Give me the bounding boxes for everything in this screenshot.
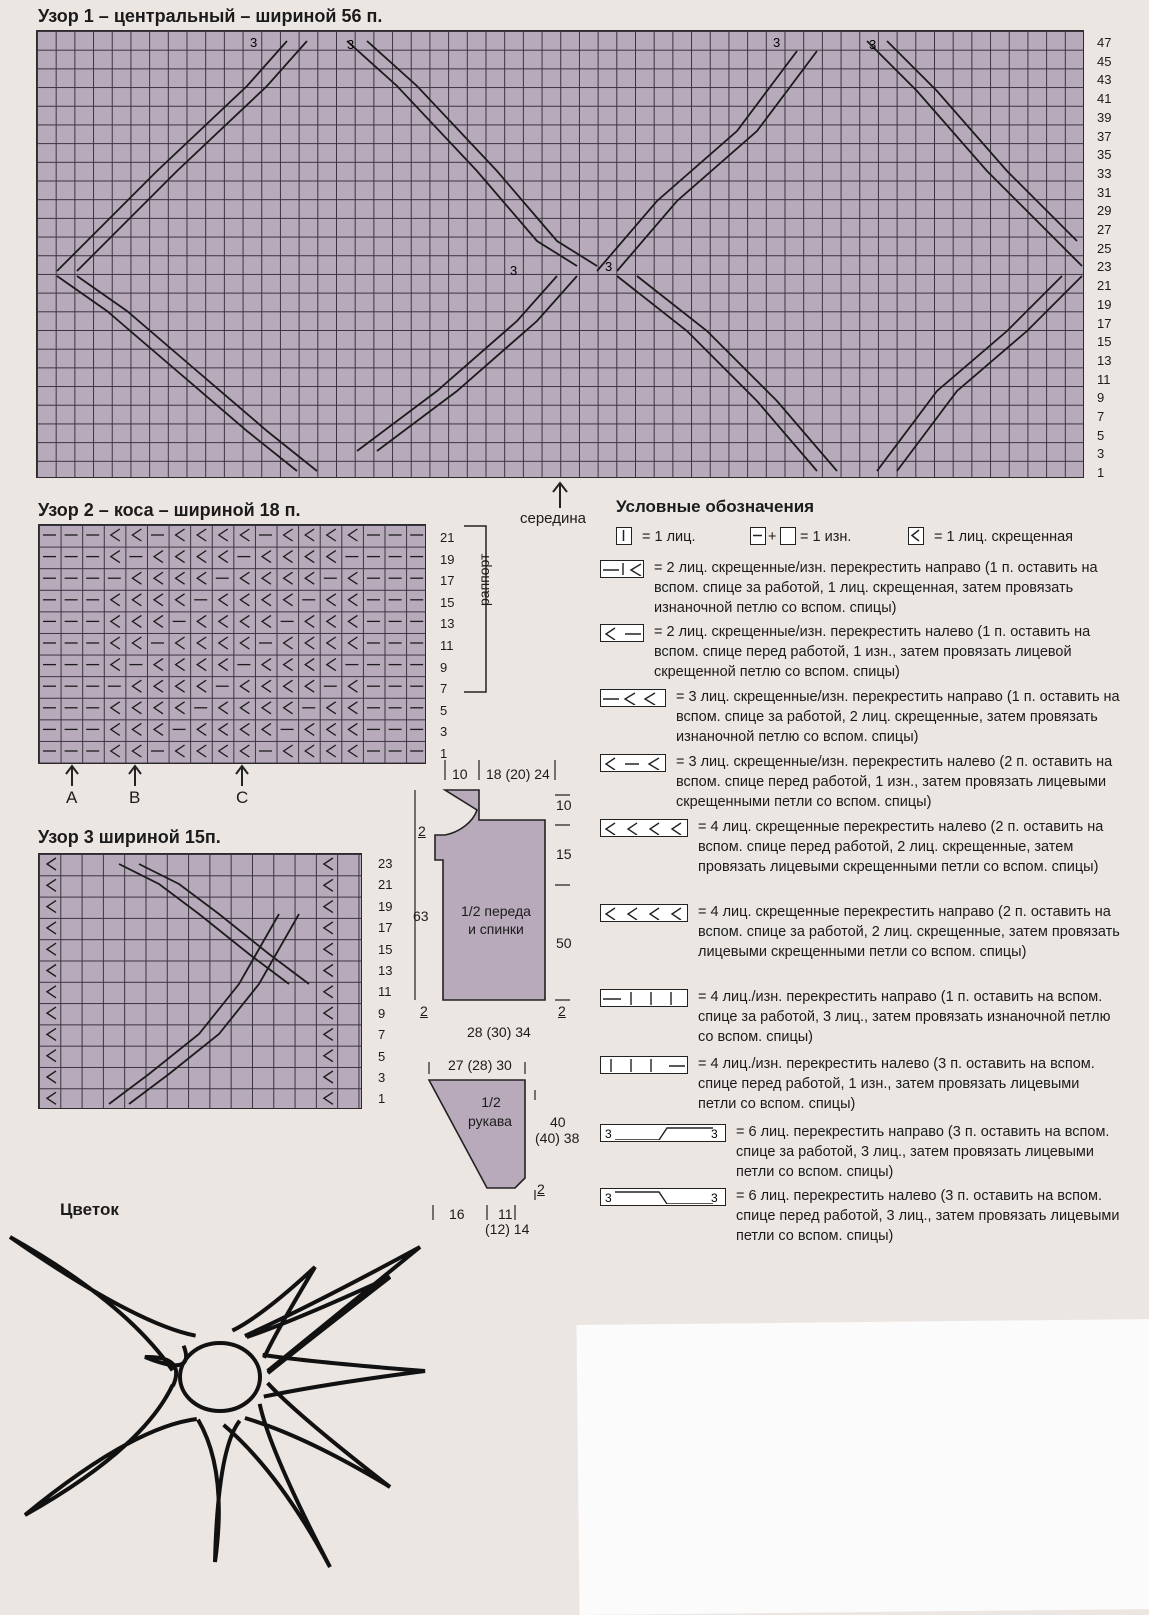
stitch-symbol — [262, 551, 271, 563]
stitch-symbol — [47, 986, 56, 998]
stitch-symbol — [348, 572, 357, 584]
row-number: 15 — [378, 941, 393, 957]
legend-item — [600, 902, 1120, 982]
cable-line — [897, 276, 1082, 471]
cable-line — [887, 41, 1077, 241]
row-number: 21 — [378, 877, 393, 893]
stitch-symbol — [176, 745, 185, 757]
stitch-symbol — [47, 1007, 56, 1019]
cable6-mark: 3 — [711, 1127, 718, 1140]
stitch-symbol — [132, 680, 141, 692]
stitch-symbol — [176, 594, 185, 606]
cable6-mark: 3 — [711, 1191, 718, 1204]
row-number: 39 — [1097, 109, 1112, 125]
flower-petals — [10, 1237, 425, 1567]
row-number: 17 — [1097, 315, 1112, 331]
stitch-symbol — [111, 529, 120, 541]
legend-item-text: = 6 лиц. перекрестить налево (3 п. оставить на вспом. спице перед работой, 3 лиц., затем провязать лицевыми петли со вспом. спицы) — [736, 1188, 1120, 1244]
stitch-symbol — [197, 745, 206, 757]
sleeve-right-2: (40) 38 — [535, 1130, 580, 1146]
pattern3-chart — [38, 853, 362, 1109]
knit-symbol-icon — [616, 527, 632, 545]
stitch-symbol — [327, 637, 336, 649]
middle-label: середина — [520, 510, 586, 527]
stitch-symbol — [219, 615, 228, 627]
stitch-symbol — [305, 659, 314, 671]
stitch-symbol — [240, 529, 249, 541]
stitch-symbol — [154, 572, 163, 584]
stitch-symbol — [176, 659, 185, 671]
row-number: 31 — [1097, 184, 1112, 200]
legend-item — [600, 558, 1120, 618]
stitch-symbol — [47, 1071, 56, 1083]
body-top-left: 10 — [452, 766, 468, 782]
stitch-symbol — [262, 594, 271, 606]
row-number: 5 — [440, 702, 448, 718]
stitch-symbol — [327, 529, 336, 541]
cable-symbol-icon — [600, 1188, 726, 1206]
cable-mark: 3 — [347, 37, 355, 52]
stitch-symbol — [197, 551, 206, 563]
stitch-symbol — [284, 702, 293, 714]
stitch-symbol — [240, 594, 249, 606]
stitch-symbol — [284, 572, 293, 584]
stitch-symbol — [111, 745, 120, 757]
cable-symbol-icon — [600, 819, 688, 837]
plus-text: + — [768, 529, 777, 545]
row-number: 21 — [1097, 278, 1112, 294]
pattern1-chart — [36, 30, 1084, 478]
stitch-symbol — [47, 879, 56, 891]
cable-line — [77, 41, 307, 271]
row-number: 13 — [1097, 352, 1112, 368]
stitch-symbol — [348, 702, 357, 714]
row-number: 11 — [378, 984, 392, 1000]
flower-outline — [0, 1155, 450, 1600]
row-number: 13 — [440, 616, 455, 632]
stitch-symbol — [132, 723, 141, 735]
cable-mark: 3 — [605, 259, 613, 274]
stitch-symbol — [348, 680, 357, 692]
stitch-symbol — [262, 680, 271, 692]
stitch-symbol — [305, 572, 314, 584]
hem-right-mark: 2 — [558, 1003, 566, 1019]
row-number: 25 — [1097, 240, 1112, 256]
stitch-symbol — [324, 965, 333, 977]
stitch-symbol — [132, 594, 141, 606]
stitch-symbol — [111, 615, 120, 627]
body-label-2: и спинки — [468, 921, 524, 937]
pattern3-title: Узор 3 шириной 15п. — [38, 827, 221, 847]
stitch-symbol — [284, 680, 293, 692]
stitch-symbol — [284, 745, 293, 757]
stitch-symbol — [111, 637, 120, 649]
marker-b-arrow-icon — [129, 766, 141, 786]
stitch-symbol — [327, 615, 336, 627]
stitch-symbol — [324, 943, 333, 955]
legend-item — [600, 687, 1120, 747]
stitch-symbol — [240, 572, 249, 584]
stitch-symbol — [284, 594, 293, 606]
stitch-symbol — [132, 615, 141, 627]
cable-line — [867, 41, 1082, 266]
stitch-symbol — [47, 1028, 56, 1040]
cable-symbol-icon — [600, 989, 688, 1007]
legend-item-text: = 4 лиц./изн. перекрестить налево (3 п. оставить на вспом. спице перед работой, 1 изн., затем провязать лицевыми петли со вспом. спицы) — [698, 1056, 1095, 1112]
stitch-symbol — [176, 529, 185, 541]
flower-title: Цветок — [60, 1200, 119, 1219]
marker-a-arrow-icon — [66, 766, 78, 786]
stitch-symbol — [324, 879, 333, 891]
stitch-symbol — [132, 745, 141, 757]
stitch-symbol — [154, 615, 163, 627]
body-bottom: 28 (30) 34 — [467, 1024, 531, 1040]
row-number: 37 — [1097, 128, 1112, 144]
stitch-symbol — [132, 572, 141, 584]
stitch-symbol — [262, 572, 271, 584]
stitch-symbol — [327, 551, 336, 563]
cable-symbol-icon — [600, 560, 644, 578]
cable-symbol-icon — [600, 689, 666, 707]
legend-title: Условные обозначения — [616, 497, 815, 516]
stitch-symbol — [324, 1028, 333, 1040]
twisted-symbol-icon — [908, 527, 924, 545]
stitch-symbol — [348, 529, 357, 541]
stitch-symbol — [197, 723, 206, 735]
cable-line — [57, 276, 297, 471]
stitch-symbol — [154, 659, 163, 671]
row-number: 7 — [378, 1027, 386, 1043]
marker-c: C — [236, 788, 249, 807]
cable-symbol-icon — [600, 1124, 726, 1142]
row-number: 5 — [378, 1048, 386, 1064]
stitch-symbol — [176, 680, 185, 692]
cable-line — [367, 41, 597, 266]
stitch-symbol — [47, 901, 56, 913]
sleeve-bottom-right-1: 11 — [498, 1206, 513, 1222]
stitch-symbol — [197, 637, 206, 649]
cable-line — [617, 51, 817, 271]
stitch-symbol — [219, 702, 228, 714]
row-number: 17 — [440, 573, 455, 589]
row-number: 7 — [440, 681, 448, 697]
shoulder-mark: 2 — [418, 823, 426, 839]
stitch-symbol — [176, 702, 185, 714]
stitch-symbol — [219, 745, 228, 757]
knit-text: = 1 лиц. — [642, 529, 696, 545]
stitch-symbol — [348, 615, 357, 627]
stitch-symbol — [132, 529, 141, 541]
stitch-symbol — [324, 922, 333, 934]
stitch-symbol — [132, 637, 141, 649]
stitch-symbol — [240, 723, 249, 735]
stitch-symbol — [262, 723, 271, 735]
row-number: 19 — [440, 551, 455, 567]
paper-overlay — [576, 1319, 1149, 1615]
stitch-symbol — [305, 637, 314, 649]
stitch-symbol — [197, 659, 206, 671]
stitch-symbol — [305, 529, 314, 541]
stitch-symbol — [47, 1092, 56, 1104]
stitch-symbol — [262, 615, 271, 627]
repeat-label: раппорт — [476, 553, 492, 606]
stitch-symbol — [219, 659, 228, 671]
stitch-symbol — [284, 551, 293, 563]
row-number: 19 — [1097, 296, 1112, 312]
legend-item — [600, 817, 1120, 897]
cuff-mark: 2 — [537, 1181, 545, 1197]
cable-mark: 3 — [773, 35, 781, 50]
row-number: 29 — [1097, 203, 1112, 219]
pattern1-title: Узор 1 – центральный – шириной 56 п. — [38, 6, 383, 26]
stitch-symbol — [327, 745, 336, 757]
row-number: 11 — [440, 638, 454, 653]
legend-item-text: = 2 лиц. скрещенные/изн. перекрестить налево (1 п. оставить на вспом. спице перед работой, 1 изн., затем провязать лицевой скрещенной петлю со вспом. спицы) — [654, 624, 1091, 680]
stitch-symbol — [305, 745, 314, 757]
stitch-symbol — [154, 702, 163, 714]
row-number: 15 — [1097, 334, 1112, 350]
stitch-symbol — [197, 615, 206, 627]
cable-symbol-icon — [600, 1056, 688, 1074]
stitch-symbol — [284, 659, 293, 671]
cable-line — [357, 276, 557, 451]
row-number: 33 — [1097, 165, 1112, 181]
stitch-symbol — [240, 745, 249, 757]
cable-line — [377, 276, 577, 451]
stitch-symbol — [348, 637, 357, 649]
row-number: 1 — [440, 746, 448, 761]
legend-item-text: = 4 лиц./изн. перекрестить направо (1 п. оставить на вспом. спице за работой, 3 лиц., затем провязать изнаночной петлю со вспом. спицы) — [698, 989, 1111, 1045]
stitch-symbol — [47, 858, 56, 870]
marker-a: A — [66, 788, 78, 807]
stitch-symbol — [240, 680, 249, 692]
stitch-symbol — [111, 723, 120, 735]
cable-line — [597, 51, 797, 271]
cable-line — [129, 914, 299, 1104]
stitch-symbol — [111, 702, 120, 714]
legend-item — [600, 752, 1120, 812]
stitch-symbol — [132, 702, 141, 714]
stitch-symbol — [154, 551, 163, 563]
legend-item-text: = 4 лиц. скрещенные перекрестить направо (2 п. оставить на вспом. спице за работой, 2 лиц. скрещенные, затем провязать лицевыми скрещенными петли со вспом. спицы) — [698, 904, 1120, 960]
stitch-symbol — [348, 745, 357, 757]
stitch-symbol — [111, 659, 120, 671]
stitch-symbol — [47, 943, 56, 955]
row-number: 27 — [1097, 222, 1112, 237]
stitch-symbol — [262, 702, 271, 714]
stitch-symbol — [47, 922, 56, 934]
cable-line — [347, 41, 577, 266]
body-right-mid: 15 — [556, 846, 572, 862]
stitch-symbol — [219, 529, 228, 541]
legend-item — [600, 1186, 1120, 1266]
stitch-symbol — [219, 723, 228, 735]
legend-basic-row — [600, 527, 1120, 549]
row-number: 15 — [440, 594, 455, 610]
hem-left-mark: 2 — [420, 1003, 428, 1019]
stitch-symbol — [327, 594, 336, 606]
sleeve-label-1: 1/2 — [481, 1094, 501, 1110]
pattern2-chart — [38, 524, 426, 764]
stitch-symbol — [176, 637, 185, 649]
stitch-symbol — [262, 659, 271, 671]
stitch-symbol — [324, 858, 333, 870]
stitch-symbol — [324, 1007, 333, 1019]
body-label-1: 1/2 переда — [461, 903, 531, 919]
row-number: 41 — [1097, 91, 1112, 107]
stitch-symbol — [111, 551, 120, 563]
row-number: 23 — [1097, 259, 1112, 275]
stitch-symbol — [219, 551, 228, 563]
empty-symbol-icon — [780, 527, 796, 545]
stitch-symbol — [348, 594, 357, 606]
row-number: 9 — [440, 659, 448, 675]
cable-mark: 3 — [250, 35, 258, 50]
stitch-symbol — [176, 551, 185, 563]
pattern2-title: Узор 2 – коса – шириной 18 п. — [38, 500, 301, 520]
cable-line — [77, 276, 317, 471]
sleeve-top: 27 (28) 30 — [448, 1057, 512, 1073]
stitch-symbol — [176, 572, 185, 584]
row-number: 1 — [1097, 465, 1105, 481]
body-right-top: 10 — [556, 797, 572, 813]
cable-line — [617, 276, 817, 471]
row-number: 45 — [1097, 53, 1112, 69]
cable-line — [139, 864, 309, 984]
cable-symbol-icon — [600, 754, 666, 772]
row-number: 9 — [1097, 390, 1105, 406]
repeat-bracket — [462, 524, 502, 696]
row-number: 21 — [440, 530, 455, 545]
stitch-symbol — [305, 680, 314, 692]
sleeve-label-2: рукава — [468, 1113, 512, 1129]
stitch-symbol — [154, 723, 163, 735]
cable6-mark: 3 — [605, 1127, 612, 1140]
legend-item-text: = 4 лиц. скрещенные перекрестить налево (2 п. оставить на вспом. спице перед работой, 2 лиц. скрещенные, затем провязать лицевыми скрещенными петли со вспом. спицы) — [698, 819, 1104, 875]
stitch-symbol — [47, 1050, 56, 1062]
legend-item — [600, 622, 1120, 682]
stitch-symbol — [154, 680, 163, 692]
stitch-symbol — [47, 965, 56, 977]
stitch-symbol — [348, 723, 357, 735]
stitch-symbol — [197, 680, 206, 692]
stitch-symbol — [240, 702, 249, 714]
row-number: 35 — [1097, 147, 1112, 163]
stitch-symbol — [240, 615, 249, 627]
cable-symbol-icon — [600, 624, 644, 642]
stitch-symbol — [111, 594, 120, 606]
cable-line — [877, 276, 1062, 471]
stitch-symbol — [324, 1092, 333, 1104]
cable-mark: 3 — [510, 263, 518, 278]
sleeve-bottom-left: 16 — [449, 1206, 465, 1222]
row-number: 23 — [378, 856, 393, 871]
stitch-symbol — [219, 637, 228, 649]
cable-line — [119, 864, 289, 984]
body-right-body: 50 — [556, 935, 572, 951]
row-number: 7 — [1097, 409, 1105, 424]
body-top-right: 18 (20) 24 — [486, 766, 550, 782]
row-number: 17 — [378, 920, 393, 936]
row-number: 9 — [378, 1005, 386, 1021]
stitch-symbol — [324, 1071, 333, 1083]
cable6-mark: 3 — [605, 1191, 612, 1204]
stitch-symbol — [219, 594, 228, 606]
row-number: 11 — [1097, 371, 1111, 387]
row-number: 13 — [378, 963, 393, 978]
cable-line — [57, 41, 287, 271]
stitch-symbol — [305, 615, 314, 627]
stitch-symbol — [327, 702, 336, 714]
stitch-symbol — [327, 723, 336, 735]
marker-c-arrow-icon — [236, 766, 248, 786]
legend-item-text: = 3 лиц. скрещенные/изн. перекрестить налево (2 п. оставить на вспом. спице перед работой, 1 изн., затем провязать лицевыми скрещенными петли со вспом. спицы) — [676, 754, 1113, 810]
legend-item-text: = 6 лиц. перекрестить направо (3 п. оставить на вспом. спице за работой, 3 лиц., затем провязать лицевыми петли со вспом. спицы) — [736, 1124, 1110, 1180]
flower-center — [180, 1343, 260, 1411]
stitch-symbol — [284, 529, 293, 541]
stitch-symbol — [327, 659, 336, 671]
purl-symbol-icon — [750, 527, 766, 545]
stitch-symbol — [305, 723, 314, 735]
marker-b: B — [129, 788, 141, 807]
legend-item-text: = 2 лиц. скрещенные/изн. перекрестить направо (1 п. оставить на вспом. спице за работой, 1 лиц. скрещенная, затем провязать изнаночной петлю со вспом. спицы) — [654, 560, 1098, 616]
stitch-symbol — [324, 986, 333, 998]
row-number: 1 — [378, 1091, 386, 1107]
row-number: 3 — [440, 724, 448, 740]
row-number: 43 — [1097, 72, 1112, 88]
cable-line — [637, 276, 837, 471]
stitch-symbol — [197, 529, 206, 541]
body-piece — [435, 790, 545, 1000]
legend-item-text: = 3 лиц. скрещенные/изн. перекрестить направо (1 п. оставить на вспом. спице за работой, 2 лиц. скрещенные, затем провязать изнаночной петлю со вспом. спицы) — [676, 689, 1120, 745]
cable-mark: 3 — [869, 37, 877, 52]
row-number: 3 — [1097, 446, 1105, 462]
twisted-text: = 1 лиц. скрещенная — [934, 529, 1073, 545]
stitch-symbol — [284, 637, 293, 649]
sleeve-bottom-right-2: (12) 14 — [485, 1221, 530, 1237]
row-number: 19 — [378, 898, 393, 914]
cable-symbol-icon — [600, 904, 688, 922]
stitch-symbol — [154, 594, 163, 606]
body-left-total: 63 — [413, 908, 429, 924]
stitch-symbol — [324, 901, 333, 913]
middle-arrow-icon — [550, 480, 570, 510]
row-number: 3 — [378, 1070, 386, 1085]
row-number: 5 — [1097, 427, 1105, 443]
stitch-symbol — [324, 1050, 333, 1062]
row-number: 47 — [1097, 35, 1112, 50]
purl-text: = 1 изн. — [800, 529, 852, 545]
stitch-symbol — [305, 551, 314, 563]
stitch-symbol — [197, 572, 206, 584]
stitch-symbol — [240, 637, 249, 649]
sleeve-right-1: 40 — [550, 1114, 566, 1130]
